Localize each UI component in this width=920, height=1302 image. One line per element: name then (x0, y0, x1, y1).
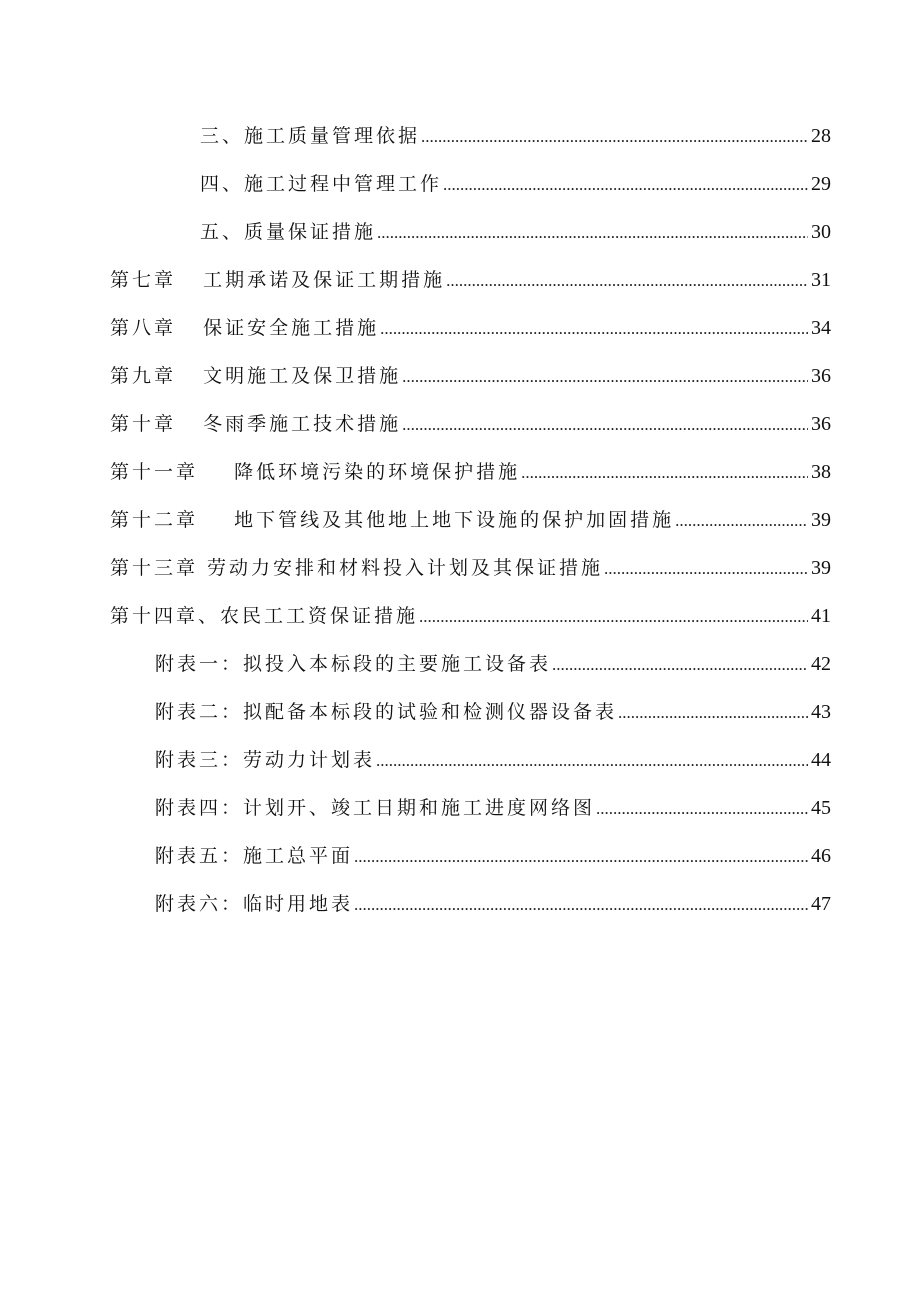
toc-entry[interactable] (155, 886, 831, 916)
toc-entry-page: 42 (811, 653, 831, 675)
toc-entry-title: 第九章 文明施工及保卫措施 (110, 365, 402, 387)
toc-entry[interactable] (155, 742, 831, 772)
toc-leader-dots (376, 749, 808, 773)
toc-entry-page: 36 (811, 413, 831, 435)
toc-entry[interactable] (110, 598, 831, 628)
toc-entry-page: 31 (811, 269, 831, 291)
toc-entry-title: 第十二章 地下管线及其他地上地下设施的保护加固措施 (110, 509, 675, 531)
toc-entry-page: 34 (811, 317, 831, 339)
toc-entry-title: 附表六：临时用地表 (155, 893, 354, 915)
toc-entry[interactable] (110, 454, 831, 484)
toc-entry[interactable] (200, 118, 831, 148)
toc-entry-title: 第十一章 降低环境污染的环境保护措施 (110, 461, 521, 483)
toc-entry-title: 第八章 保证安全施工措施 (110, 317, 380, 339)
toc-entry[interactable] (200, 166, 831, 196)
toc-entry[interactable] (110, 262, 831, 292)
toc-entry-page: 29 (811, 173, 831, 195)
toc-entry-page: 38 (811, 461, 831, 483)
toc-entry-page: 39 (811, 557, 831, 579)
toc-entry-page: 44 (811, 749, 831, 771)
toc-entry-title: 第十四章、农民工工资保证措施 (110, 605, 419, 627)
toc-leader-dots (354, 893, 808, 917)
toc-entry-title: 附表五：施工总平面 (155, 845, 354, 867)
toc-leader-dots (443, 173, 808, 197)
toc-entry-title: 第十三章 劳动力安排和材料投入计划及其保证措施 (110, 557, 604, 579)
toc-entry-title: 五、质量保证措施 (200, 221, 377, 243)
toc-entry-page: 46 (811, 845, 831, 867)
toc-leader-dots (402, 365, 808, 389)
toc-leader-dots (675, 509, 808, 533)
toc-entry[interactable] (110, 310, 831, 340)
toc-leader-dots (377, 221, 808, 245)
toc-leader-dots (552, 653, 808, 677)
toc-entry-page: 36 (811, 365, 831, 387)
toc-entry-title: 附表二：拟配备本标段的试验和检测仪器设备表 (155, 701, 618, 723)
toc-entry-page: 43 (811, 701, 831, 723)
toc-leader-dots (521, 461, 808, 485)
toc-leader-dots (354, 845, 808, 869)
toc-entry-page: 28 (811, 125, 831, 147)
toc-entry[interactable] (155, 646, 831, 676)
toc-entry-title: 第七章 工期承诺及保证工期措施 (110, 269, 446, 291)
toc-leader-dots (618, 701, 808, 725)
toc-entry-page: 41 (811, 605, 831, 627)
toc-leader-dots (421, 125, 808, 149)
toc-entry[interactable] (110, 550, 831, 580)
toc-entry-title: 四、施工过程中管理工作 (200, 173, 443, 195)
toc-leader-dots (402, 413, 808, 437)
toc-entry[interactable] (155, 694, 831, 724)
toc-entry-title: 第十章 冬雨季施工技术措施 (110, 413, 402, 435)
toc-leader-dots (604, 557, 808, 581)
toc-entry[interactable] (110, 502, 831, 532)
toc-entry-title: 附表一：拟投入本标段的主要施工设备表 (155, 653, 552, 675)
toc-leader-dots (446, 269, 808, 293)
toc-leader-dots (419, 605, 808, 629)
toc-entry-page: 30 (811, 221, 831, 243)
toc-entry-title: 附表四：计划开、竣工日期和施工进度网络图 (155, 797, 596, 819)
toc-entry-title: 三、施工质量管理依据 (200, 125, 421, 147)
toc-entry[interactable] (155, 790, 831, 820)
toc-entry-page: 39 (811, 509, 831, 531)
toc-entry-title: 附表三：劳动力计划表 (155, 749, 376, 771)
toc-entry[interactable] (110, 406, 831, 436)
toc-leader-dots (596, 797, 808, 821)
toc-entry[interactable] (200, 214, 831, 244)
toc-entry[interactable] (155, 838, 831, 868)
toc-entry-page: 45 (811, 797, 831, 819)
toc-leader-dots (380, 317, 808, 341)
toc-entry[interactable] (110, 358, 831, 388)
toc-entry-page: 47 (811, 893, 831, 915)
